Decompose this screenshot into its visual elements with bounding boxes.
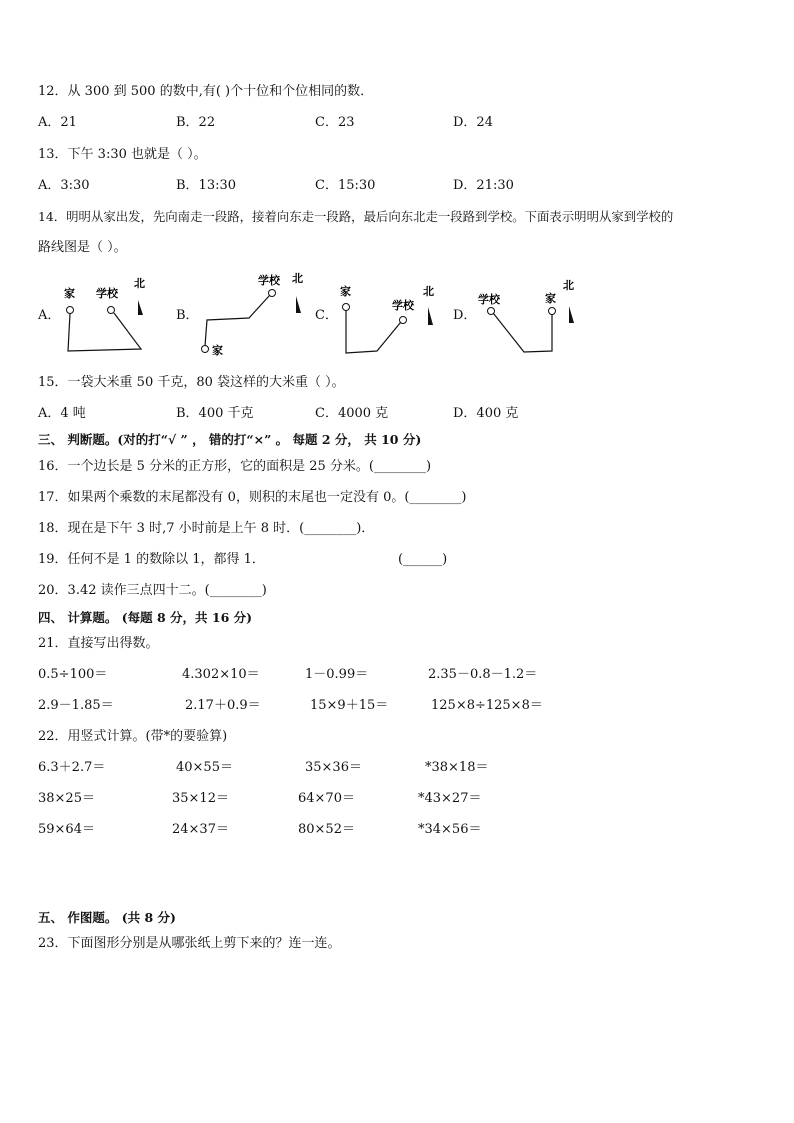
question-22-stem: 22．用竖式计算。(带*的要验算) <box>38 729 228 744</box>
calc-item: 64×70＝ <box>298 791 355 806</box>
home-label: 家 <box>64 287 75 300</box>
section-4-title: 四、 计算题。 (每题 8 分，共 16 分) <box>38 610 253 625</box>
home-point <box>549 308 556 315</box>
home-label: 家 <box>545 292 556 305</box>
option-c: C．4000 克 <box>315 406 389 421</box>
school-label: 学校 <box>96 287 118 300</box>
route-diagram-b <box>196 268 316 360</box>
school-label: 学校 <box>258 274 280 287</box>
north-arrow-icon <box>569 306 574 323</box>
question-14-stem-line1: 14．明明从家出发，先向南走一段路，接着向东走一段路，最后向东北走一段路到学校。下面表示明明从家到学校的 <box>38 209 674 224</box>
option-a: A．21 <box>38 115 77 130</box>
route-path <box>346 311 401 354</box>
option-b: B．400 千克 <box>176 406 254 421</box>
north-label: 北 <box>423 285 434 298</box>
option-a: A． <box>38 308 61 323</box>
calc-item: 2.17＋0.9＝ <box>185 698 261 713</box>
question-13-stem: 13．下午 3:30 也就是（ ）。 <box>38 147 207 162</box>
question-21-stem: 21．直接写出得数。 <box>38 636 159 651</box>
calc-item: 6.3＋2.7＝ <box>38 760 106 775</box>
question-16: 16．一个边长是 5 分米的正方形，它的面积是 25 分米。(________) <box>38 459 432 474</box>
calc-item: 4.302×10＝ <box>182 667 260 682</box>
option-b: B．22 <box>176 115 216 130</box>
home-label: 家 <box>212 344 223 357</box>
route-diagram-c <box>334 275 444 360</box>
north-label: 北 <box>563 279 574 292</box>
section-5-title: 五、 作图题。 (共 8 分) <box>38 910 176 925</box>
calc-item: 59×64＝ <box>38 822 95 837</box>
question-17: 17．如果两个乘数的末尾都没有 0，则积的末尾也一定没有 0。(________) <box>38 490 467 505</box>
option-d: D．24 <box>453 115 493 130</box>
home-point <box>202 346 209 353</box>
question-15-stem: 15．一袋大米重 50 千克，80 袋这样的大米重（ ）。 <box>38 375 345 390</box>
calc-item: 0.5÷100＝ <box>38 667 108 682</box>
route-path <box>205 296 270 347</box>
home-label: 家 <box>340 285 351 298</box>
school-label: 学校 <box>392 299 414 312</box>
north-label: 北 <box>134 277 145 290</box>
option-d: D．400 克 <box>453 406 519 421</box>
question-19: 19．任何不是 1 的数除以 1，都得 1． <box>38 552 265 567</box>
calc-item: 40×55＝ <box>176 760 233 775</box>
school-point <box>400 317 407 324</box>
calc-item: *38×18＝ <box>425 760 489 775</box>
option-a: A．4 吨 <box>38 406 86 421</box>
question-18: 18．现在是下午 3 时,7 小时前是上午 8 时．(________)． <box>38 521 375 536</box>
option-c: C． <box>315 308 338 323</box>
calc-item: 125×8÷125×8＝ <box>431 698 543 713</box>
school-point <box>108 307 115 314</box>
calc-item: 1－0.99＝ <box>305 667 369 682</box>
north-arrow-icon <box>428 307 433 325</box>
school-label: 学校 <box>478 293 500 306</box>
calc-item: 35×36＝ <box>305 760 362 775</box>
calc-item: 80×52＝ <box>298 822 355 837</box>
calc-item: 2.9－1.85＝ <box>38 698 114 713</box>
school-point <box>269 290 276 297</box>
option-c: C．15:30 <box>315 178 376 193</box>
north-arrow-icon <box>138 300 143 315</box>
north-arrow-icon <box>296 296 301 313</box>
option-d: D．21:30 <box>453 178 514 193</box>
calc-item: 24×37＝ <box>172 822 229 837</box>
option-b: B． <box>176 308 199 323</box>
option-d: D． <box>453 308 477 323</box>
home-point <box>67 307 74 314</box>
route-path <box>494 314 553 353</box>
home-point <box>343 304 350 311</box>
calc-item: *43×27＝ <box>418 791 482 806</box>
question-20: 20．3.42 读作三点四十二。(________) <box>38 583 267 598</box>
north-label: 北 <box>292 272 303 285</box>
option-a: A．3:30 <box>38 178 90 193</box>
calc-item: 35×12＝ <box>172 791 229 806</box>
question-23-stem: 23．下面图形分别是从哪张纸上剪下来的？连一连。 <box>38 936 341 951</box>
school-point <box>488 308 495 315</box>
route-diagram-a <box>58 275 158 357</box>
calc-item: 15×9＋15＝ <box>310 698 389 713</box>
route-diagram-d <box>472 273 582 358</box>
question-19-blank[interactable]: (______) <box>398 552 448 567</box>
question-14-stem-line2: 路线图是（ ）。 <box>38 240 127 255</box>
section-3-title: 三、 判断题。(对的打“√ ” ， 错的打“×” 。 每题 2 分， 共 10 分) <box>38 432 422 447</box>
question-12-stem: 12．从 300 到 500 的数中,有( )个十位和个位相同的数． <box>38 84 374 99</box>
calc-item: *34×56＝ <box>418 822 482 837</box>
option-c: C．23 <box>315 115 355 130</box>
option-b: B．13:30 <box>176 178 237 193</box>
calc-item: 2.35－0.8－1.2＝ <box>428 667 538 682</box>
calc-item: 38×25＝ <box>38 791 95 806</box>
route-path <box>68 313 141 351</box>
